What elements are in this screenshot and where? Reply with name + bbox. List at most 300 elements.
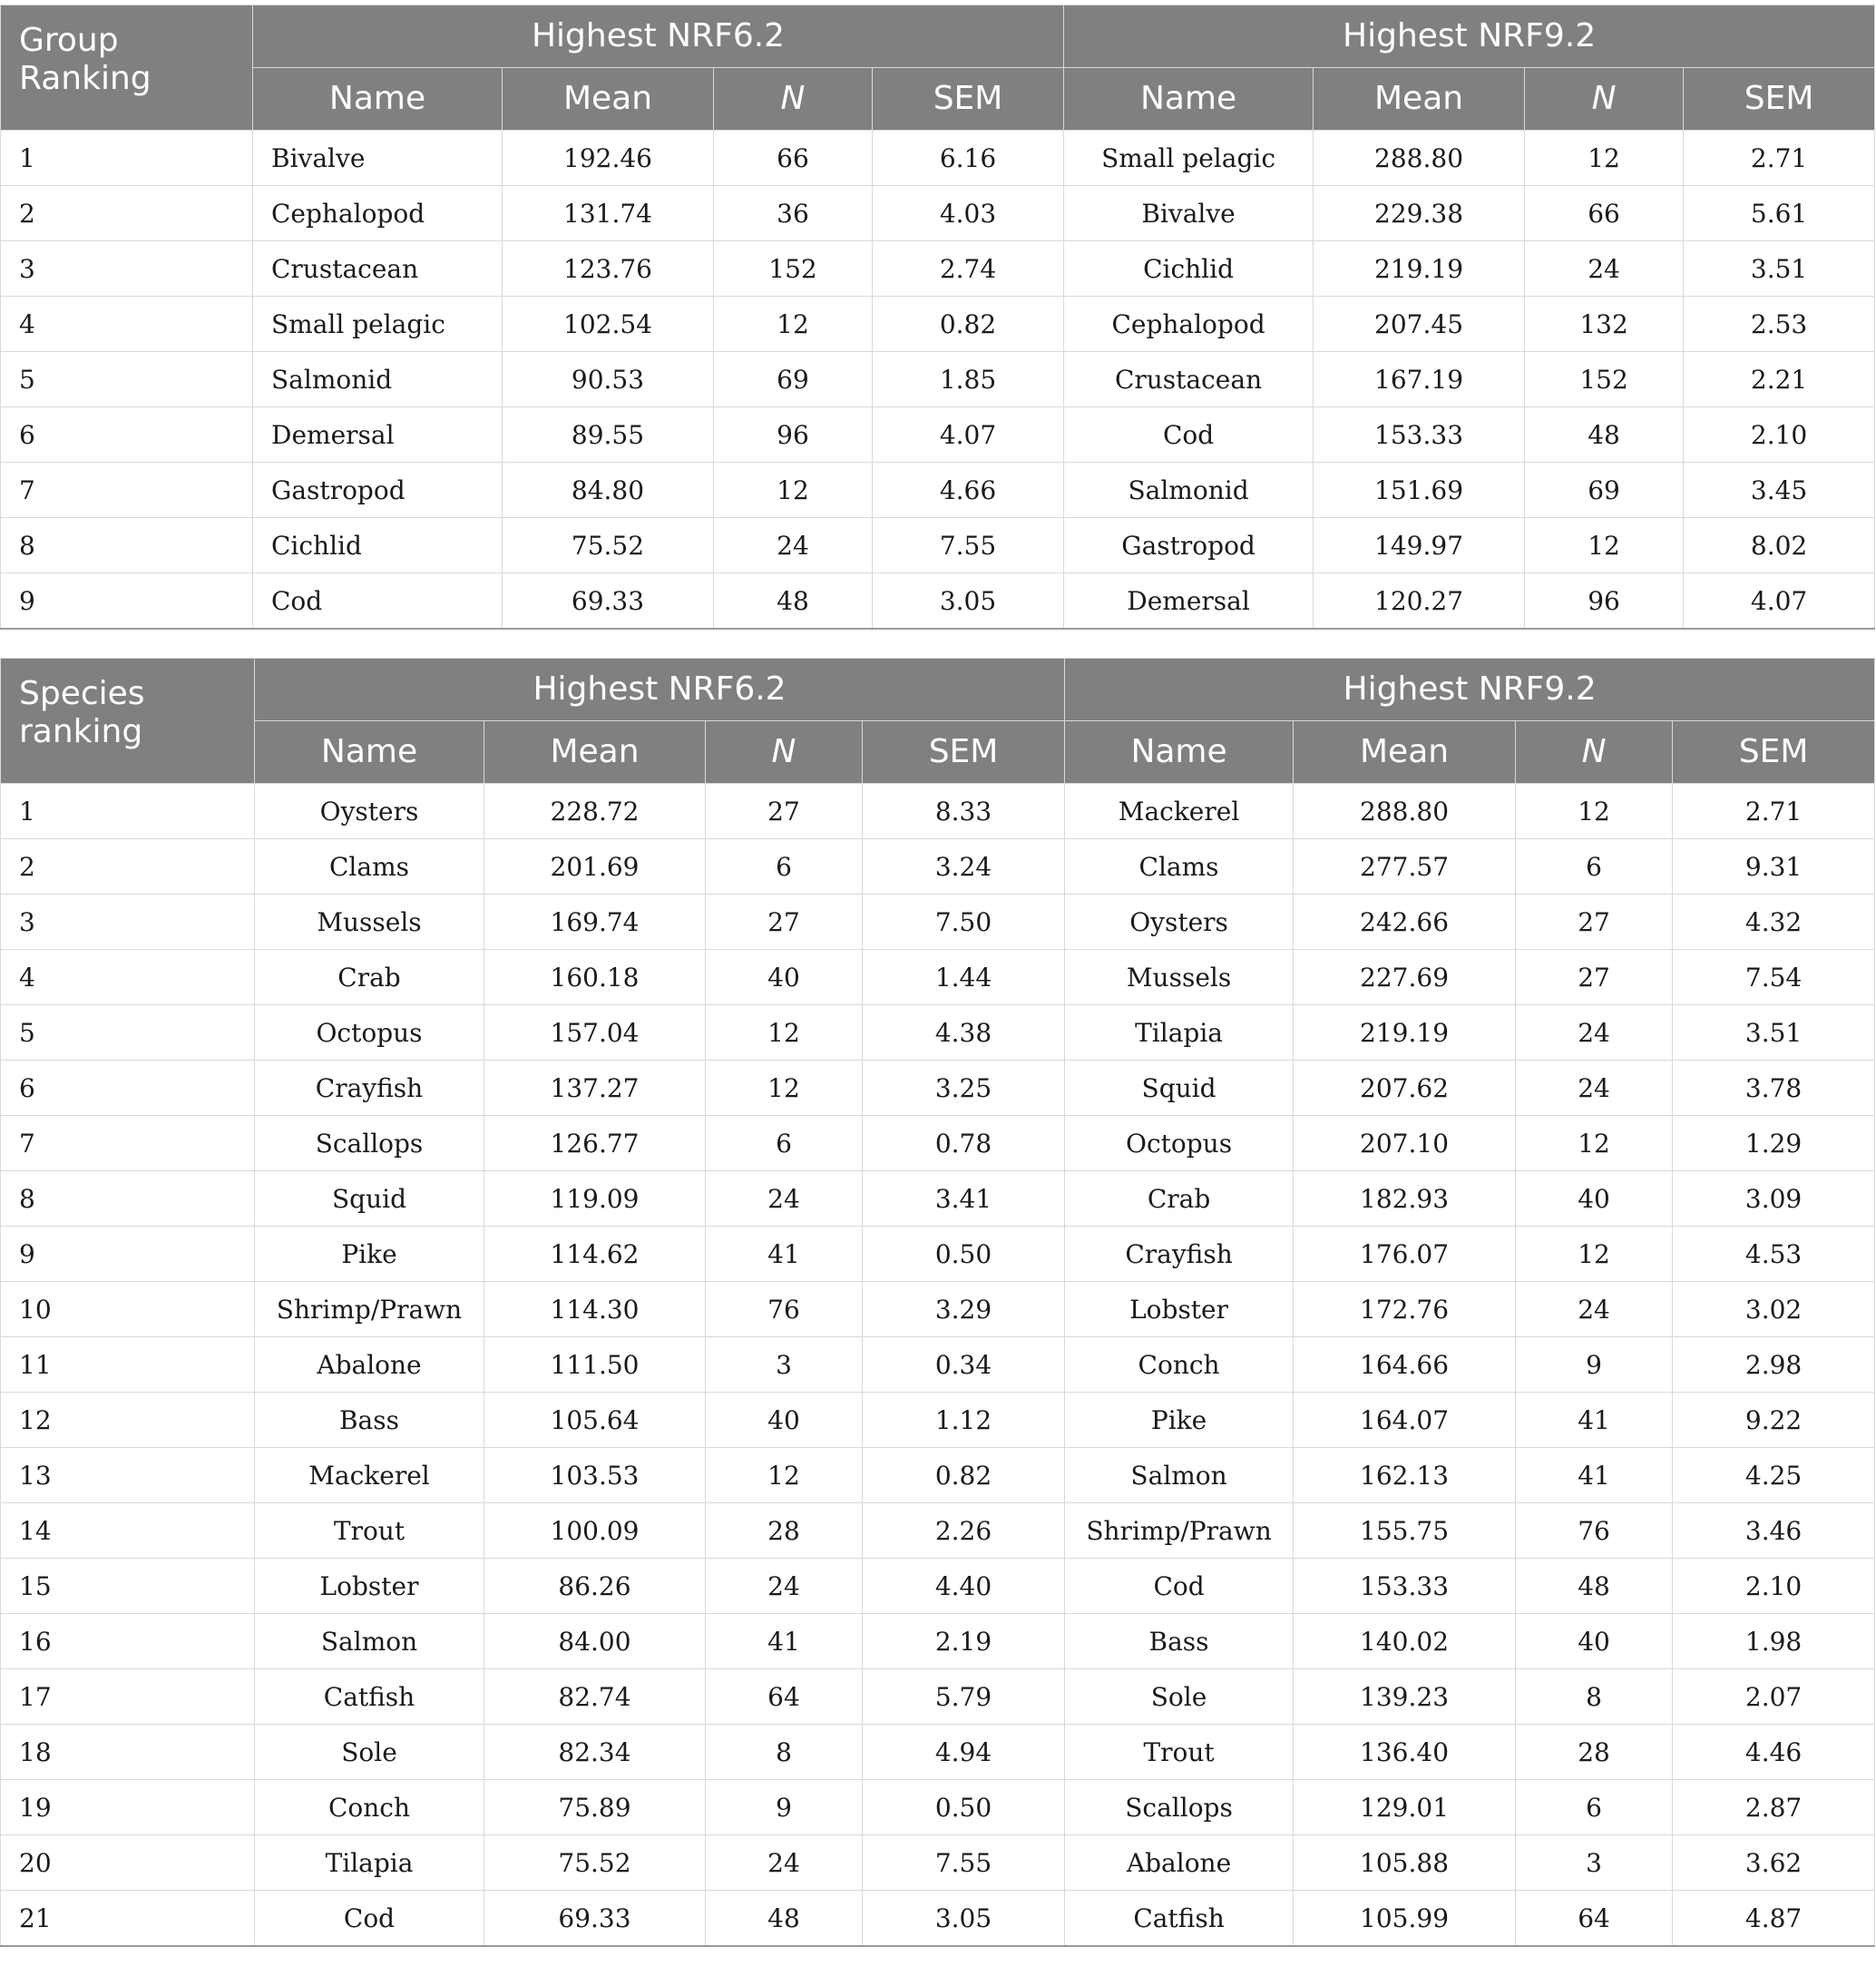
- nrf92-name-cell: Crab: [1065, 1171, 1294, 1227]
- nrf92-mean-cell: 136.40: [1294, 1725, 1516, 1780]
- nrf62-mean-cell: 201.69: [484, 839, 706, 895]
- nrf62-sem-cell: 4.03: [873, 186, 1064, 241]
- nrf62-n-cell: 40: [706, 950, 863, 1005]
- col-sem: SEM: [1673, 721, 1875, 784]
- nrf92-mean-cell: 172.76: [1294, 1282, 1516, 1337]
- nrf62-sem-cell: 3.24: [863, 839, 1065, 895]
- nrf62-mean-cell: 90.53: [503, 352, 714, 407]
- nrf62-name-cell: Trout: [255, 1503, 484, 1559]
- nrf92-mean-cell: 120.27: [1314, 573, 1525, 630]
- nrf92-name-cell: Pike: [1065, 1393, 1294, 1448]
- nrf92-sem-cell: 2.87: [1673, 1780, 1875, 1835]
- rank-cell: 1: [1, 784, 255, 839]
- nrf62-name-cell: Cod: [255, 1891, 484, 1947]
- nrf62-name-cell: Pike: [255, 1227, 484, 1282]
- rank-cell: 14: [1, 1503, 255, 1559]
- rank-cell: 20: [1, 1835, 255, 1891]
- nrf92-name-cell: Small pelagic: [1064, 131, 1314, 186]
- nrf92-name-cell: Abalone: [1065, 1835, 1294, 1891]
- rank-cell: 2: [1, 839, 255, 895]
- nrf62-sem-cell: 4.38: [863, 1005, 1065, 1061]
- rank-cell: 18: [1, 1725, 255, 1780]
- nrf62-name-cell: Abalone: [255, 1337, 484, 1393]
- nrf62-n-cell: 12: [706, 1448, 863, 1503]
- table-row: [1, 1393, 1875, 1448]
- nrf92-name-cell: Demersal: [1064, 573, 1314, 630]
- nrf92-sem-cell: 3.51: [1684, 241, 1875, 297]
- nrf62-name-cell: Bass: [255, 1393, 484, 1448]
- nrf62-n-cell: 66: [714, 131, 873, 186]
- nrf92-n-cell: 152: [1525, 352, 1684, 407]
- nrf62-mean-cell: 114.30: [484, 1282, 706, 1337]
- table-row: [1, 839, 1875, 895]
- nrf92-name-cell: Shrimp/Prawn: [1065, 1503, 1294, 1559]
- nrf92-sem-cell: 4.87: [1673, 1891, 1875, 1947]
- nrf62-sem-cell: 0.82: [873, 297, 1064, 352]
- nrf62-name-cell: Oysters: [255, 784, 484, 839]
- nrf62-name-cell: Cichlid: [253, 518, 503, 573]
- table-row: [1, 1559, 1875, 1614]
- nrf62-mean-cell: 84.00: [484, 1614, 706, 1669]
- rank-cell: 16: [1, 1614, 255, 1669]
- nrf92-mean-cell: 139.23: [1294, 1669, 1516, 1725]
- nrf92-sem-cell: 3.62: [1673, 1835, 1875, 1891]
- nrf92-name-cell: Cephalopod: [1064, 297, 1314, 352]
- nrf62-n-cell: 28: [706, 1503, 863, 1559]
- nrf62-sem-cell: 1.85: [873, 352, 1064, 407]
- table-row: [1, 1171, 1875, 1227]
- nrf62-n-cell: 12: [714, 297, 873, 352]
- nrf62-name-cell: Crayfish: [255, 1061, 484, 1116]
- group-section-nrf62: Highest NRF6.2: [253, 5, 1064, 68]
- nrf92-n-cell: 12: [1516, 784, 1673, 839]
- nrf92-sem-cell: 2.10: [1684, 407, 1875, 463]
- table-row: [1, 1005, 1875, 1061]
- table-row: [1, 895, 1875, 950]
- nrf62-mean-cell: 126.77: [484, 1116, 706, 1171]
- nrf92-mean-cell: 105.99: [1294, 1891, 1516, 1947]
- nrf92-sem-cell: 9.22: [1673, 1393, 1875, 1448]
- nrf92-mean-cell: 207.45: [1314, 297, 1525, 352]
- nrf62-sem-cell: 7.50: [863, 895, 1065, 950]
- table-row: [1, 1669, 1875, 1725]
- nrf62-n-cell: 12: [706, 1061, 863, 1116]
- table-row: [1, 1061, 1875, 1116]
- nrf62-sem-cell: 4.66: [873, 463, 1064, 518]
- nrf62-n-cell: 76: [706, 1282, 863, 1337]
- rank-cell: 5: [1, 352, 253, 407]
- rank-cell: 5: [1, 1005, 255, 1061]
- rank-cell: 7: [1, 1116, 255, 1171]
- nrf62-mean-cell: 103.53: [484, 1448, 706, 1503]
- rank-cell: 21: [1, 1891, 255, 1947]
- nrf92-mean-cell: 207.10: [1294, 1116, 1516, 1171]
- nrf92-sem-cell: 3.46: [1673, 1503, 1875, 1559]
- table-row: [1, 352, 1875, 407]
- table-row: [1, 186, 1875, 241]
- nrf92-mean-cell: 105.88: [1294, 1835, 1516, 1891]
- rank-cell: 9: [1, 573, 253, 630]
- nrf62-mean-cell: 114.62: [484, 1227, 706, 1282]
- nrf62-sem-cell: 5.79: [863, 1669, 1065, 1725]
- table-row: [1, 1227, 1875, 1282]
- nrf92-sem-cell: 3.51: [1673, 1005, 1875, 1061]
- nrf92-mean-cell: 288.80: [1294, 784, 1516, 839]
- nrf62-mean-cell: 84.80: [503, 463, 714, 518]
- nrf62-n-cell: 24: [714, 518, 873, 573]
- table-row: [1, 1835, 1875, 1891]
- rank-cell: 11: [1, 1337, 255, 1393]
- group-ranking-table: [0, 5, 1875, 630]
- nrf92-mean-cell: 149.97: [1314, 518, 1525, 573]
- nrf92-mean-cell: 167.19: [1314, 352, 1525, 407]
- nrf92-sem-cell: 4.25: [1673, 1448, 1875, 1503]
- nrf62-n-cell: 12: [714, 463, 873, 518]
- rank-cell: 4: [1, 950, 255, 1005]
- nrf62-sem-cell: 3.05: [863, 1891, 1065, 1947]
- nrf92-mean-cell: 219.19: [1294, 1005, 1516, 1061]
- nrf62-sem-cell: 4.40: [863, 1559, 1065, 1614]
- nrf62-mean-cell: 69.33: [503, 573, 714, 630]
- rank-cell: 2: [1, 186, 253, 241]
- col-sem: SEM: [863, 721, 1065, 784]
- nrf62-name-cell: Small pelagic: [253, 297, 503, 352]
- nrf62-sem-cell: 6.16: [873, 131, 1064, 186]
- nrf62-sem-cell: 2.19: [863, 1614, 1065, 1669]
- table-row: [1, 950, 1875, 1005]
- nrf92-n-cell: 132: [1525, 297, 1684, 352]
- rank-cell: 15: [1, 1559, 255, 1614]
- table-row: [1, 1614, 1875, 1669]
- nrf62-n-cell: 40: [706, 1393, 863, 1448]
- nrf62-n-cell: 6: [706, 1116, 863, 1171]
- nrf92-sem-cell: 4.46: [1673, 1725, 1875, 1780]
- table-row: [1, 1116, 1875, 1171]
- nrf92-name-cell: Lobster: [1065, 1282, 1294, 1337]
- nrf62-sem-cell: 7.55: [873, 518, 1064, 573]
- nrf92-mean-cell: 129.01: [1294, 1780, 1516, 1835]
- nrf92-n-cell: 6: [1516, 1780, 1673, 1835]
- nrf62-mean-cell: 169.74: [484, 895, 706, 950]
- nrf92-mean-cell: 242.66: [1294, 895, 1516, 950]
- nrf92-sem-cell: 2.71: [1684, 131, 1875, 186]
- nrf92-name-cell: Oysters: [1065, 895, 1294, 950]
- nrf62-n-cell: 9: [706, 1780, 863, 1835]
- nrf62-sem-cell: 1.12: [863, 1393, 1065, 1448]
- nrf92-name-cell: Tilapia: [1065, 1005, 1294, 1061]
- nrf92-mean-cell: 164.07: [1294, 1393, 1516, 1448]
- table-row: [1, 463, 1875, 518]
- nrf92-sem-cell: 2.10: [1673, 1559, 1875, 1614]
- nrf92-mean-cell: 277.57: [1294, 839, 1516, 895]
- nrf62-sem-cell: 1.44: [863, 950, 1065, 1005]
- col-name: Name: [1064, 68, 1314, 131]
- nrf92-mean-cell: 155.75: [1294, 1503, 1516, 1559]
- species-table-body: [1, 784, 1875, 1947]
- nrf62-n-cell: 36: [714, 186, 873, 241]
- nrf62-n-cell: 12: [706, 1005, 863, 1061]
- nrf62-sem-cell: 4.94: [863, 1725, 1065, 1780]
- rank-cell: 7: [1, 463, 253, 518]
- nrf92-name-cell: Salmonid: [1064, 463, 1314, 518]
- table-row: [1, 297, 1875, 352]
- nrf62-mean-cell: 192.46: [503, 131, 714, 186]
- nrf92-n-cell: 28: [1516, 1725, 1673, 1780]
- nrf62-name-cell: Salmon: [255, 1614, 484, 1669]
- nrf62-name-cell: Octopus: [255, 1005, 484, 1061]
- nrf92-sem-cell: 2.71: [1673, 784, 1875, 839]
- nrf62-sem-cell: 0.82: [863, 1448, 1065, 1503]
- nrf62-name-cell: Sole: [255, 1725, 484, 1780]
- group-table-body: [1, 131, 1875, 630]
- nrf62-mean-cell: 82.34: [484, 1725, 706, 1780]
- rank-cell: 1: [1, 131, 253, 186]
- nrf92-name-cell: Catfish: [1065, 1891, 1294, 1947]
- nrf62-sem-cell: 0.78: [863, 1116, 1065, 1171]
- nrf62-mean-cell: 82.74: [484, 1669, 706, 1725]
- nrf62-mean-cell: 86.26: [484, 1559, 706, 1614]
- nrf62-n-cell: 27: [706, 895, 863, 950]
- nrf92-name-cell: Cod: [1064, 407, 1314, 463]
- col-mean: Mean: [1314, 68, 1525, 131]
- nrf92-name-cell: Cod: [1065, 1559, 1294, 1614]
- nrf62-name-cell: Gastropod: [253, 463, 503, 518]
- rank-cell: 13: [1, 1448, 255, 1503]
- table-row: [1, 1448, 1875, 1503]
- nrf62-mean-cell: 105.64: [484, 1393, 706, 1448]
- col-n: N: [1516, 721, 1673, 784]
- rank-cell: 6: [1, 407, 253, 463]
- rank-cell: 10: [1, 1282, 255, 1337]
- nrf92-name-cell: Crayfish: [1065, 1227, 1294, 1282]
- col-name: Name: [255, 721, 484, 784]
- nrf62-name-cell: Clams: [255, 839, 484, 895]
- nrf92-name-cell: Squid: [1065, 1061, 1294, 1116]
- nrf92-sem-cell: 2.98: [1673, 1337, 1875, 1393]
- nrf92-sem-cell: 5.61: [1684, 186, 1875, 241]
- nrf62-sem-cell: 3.05: [873, 573, 1064, 630]
- col-mean: Mean: [1294, 721, 1516, 784]
- nrf62-sem-cell: 0.50: [863, 1227, 1065, 1282]
- nrf92-name-cell: Mussels: [1065, 950, 1294, 1005]
- nrf62-mean-cell: 131.74: [503, 186, 714, 241]
- nrf92-n-cell: 24: [1525, 241, 1684, 297]
- nrf92-sem-cell: 4.53: [1673, 1227, 1875, 1282]
- nrf62-name-cell: Salmonid: [253, 352, 503, 407]
- nrf92-name-cell: Gastropod: [1064, 518, 1314, 573]
- nrf92-name-cell: Sole: [1065, 1669, 1294, 1725]
- nrf92-n-cell: 40: [1516, 1171, 1673, 1227]
- nrf92-mean-cell: 164.66: [1294, 1337, 1516, 1393]
- nrf62-mean-cell: 119.09: [484, 1171, 706, 1227]
- nrf92-n-cell: 8: [1516, 1669, 1673, 1725]
- nrf62-sem-cell: 2.74: [873, 241, 1064, 297]
- nrf92-name-cell: Octopus: [1065, 1116, 1294, 1171]
- nrf92-n-cell: 12: [1525, 518, 1684, 573]
- nrf62-name-cell: Demersal: [253, 407, 503, 463]
- species-section-nrf92: Highest NRF9.2: [1065, 659, 1875, 721]
- nrf62-sem-cell: 0.50: [863, 1780, 1065, 1835]
- nrf92-mean-cell: 227.69: [1294, 950, 1516, 1005]
- nrf62-mean-cell: 69.33: [484, 1891, 706, 1947]
- table-row: [1, 1725, 1875, 1780]
- nrf92-mean-cell: 153.33: [1314, 407, 1525, 463]
- nrf62-mean-cell: 228.72: [484, 784, 706, 839]
- nrf92-sem-cell: 3.02: [1673, 1282, 1875, 1337]
- nrf92-sem-cell: 4.07: [1684, 573, 1875, 630]
- nrf62-name-cell: Bivalve: [253, 131, 503, 186]
- nrf92-n-cell: 6: [1516, 839, 1673, 895]
- col-n: N: [706, 721, 863, 784]
- nrf62-name-cell: Conch: [255, 1780, 484, 1835]
- table-row: [1, 1337, 1875, 1393]
- nrf92-n-cell: 41: [1516, 1393, 1673, 1448]
- col-sem: SEM: [1684, 68, 1875, 131]
- nrf62-name-cell: Squid: [255, 1171, 484, 1227]
- nrf62-n-cell: 24: [706, 1559, 863, 1614]
- nrf62-name-cell: Mackerel: [255, 1448, 484, 1503]
- nrf92-mean-cell: 151.69: [1314, 463, 1525, 518]
- nrf92-n-cell: 24: [1516, 1005, 1673, 1061]
- table-row: [1, 241, 1875, 297]
- nrf62-n-cell: 152: [714, 241, 873, 297]
- nrf62-name-cell: Tilapia: [255, 1835, 484, 1891]
- nrf92-name-cell: Mackerel: [1065, 784, 1294, 839]
- rank-cell: 19: [1, 1780, 255, 1835]
- nrf62-sem-cell: 4.07: [873, 407, 1064, 463]
- nrf92-name-cell: Trout: [1065, 1725, 1294, 1780]
- nrf62-mean-cell: 137.27: [484, 1061, 706, 1116]
- nrf62-name-cell: Cephalopod: [253, 186, 503, 241]
- nrf92-sem-cell: 2.21: [1684, 352, 1875, 407]
- rank-cell: 17: [1, 1669, 255, 1725]
- nrf62-mean-cell: 75.52: [503, 518, 714, 573]
- nrf62-name-cell: Crab: [255, 950, 484, 1005]
- nrf92-name-cell: Cichlid: [1064, 241, 1314, 297]
- nrf62-n-cell: 64: [706, 1669, 863, 1725]
- nrf62-n-cell: 96: [714, 407, 873, 463]
- nrf92-mean-cell: 162.13: [1294, 1448, 1516, 1503]
- nrf62-sem-cell: 3.29: [863, 1282, 1065, 1337]
- nrf62-sem-cell: 8.33: [863, 784, 1065, 839]
- nrf92-sem-cell: 4.32: [1673, 895, 1875, 950]
- group-section-nrf92: Highest NRF9.2: [1064, 5, 1875, 68]
- nrf92-n-cell: 76: [1516, 1503, 1673, 1559]
- nrf92-mean-cell: 219.19: [1314, 241, 1525, 297]
- nrf92-mean-cell: 176.07: [1294, 1227, 1516, 1282]
- nrf92-n-cell: 27: [1516, 895, 1673, 950]
- nrf92-mean-cell: 207.62: [1294, 1061, 1516, 1116]
- nrf92-n-cell: 41: [1516, 1448, 1673, 1503]
- nrf92-n-cell: 96: [1525, 573, 1684, 630]
- table-row: [1, 407, 1875, 463]
- species-ranking-table: [0, 658, 1875, 1947]
- nrf62-name-cell: Lobster: [255, 1559, 484, 1614]
- nrf92-mean-cell: 182.93: [1294, 1171, 1516, 1227]
- nrf62-name-cell: Cod: [253, 573, 503, 630]
- nrf62-sem-cell: 3.25: [863, 1061, 1065, 1116]
- table-row: [1, 1780, 1875, 1835]
- nrf62-mean-cell: 157.04: [484, 1005, 706, 1061]
- table-row: [1, 573, 1875, 630]
- table-row: [1, 1503, 1875, 1559]
- table-row: [1, 1891, 1875, 1947]
- nrf92-name-cell: Salmon: [1065, 1448, 1294, 1503]
- nrf92-n-cell: 12: [1516, 1116, 1673, 1171]
- nrf92-name-cell: Clams: [1065, 839, 1294, 895]
- nrf62-mean-cell: 123.76: [503, 241, 714, 297]
- rank-cell: 12: [1, 1393, 255, 1448]
- col-name: Name: [1065, 721, 1294, 784]
- nrf62-sem-cell: 3.41: [863, 1171, 1065, 1227]
- nrf62-name-cell: Crustacean: [253, 241, 503, 297]
- nrf92-sem-cell: 9.31: [1673, 839, 1875, 895]
- nrf62-n-cell: 69: [714, 352, 873, 407]
- nrf62-mean-cell: 111.50: [484, 1337, 706, 1393]
- nrf92-n-cell: 40: [1516, 1614, 1673, 1669]
- nrf92-sem-cell: 3.45: [1684, 463, 1875, 518]
- nrf92-name-cell: Conch: [1065, 1337, 1294, 1393]
- nrf62-name-cell: Scallops: [255, 1116, 484, 1171]
- nrf92-mean-cell: 153.33: [1294, 1559, 1516, 1614]
- nrf92-name-cell: Bass: [1065, 1614, 1294, 1669]
- nrf92-sem-cell: 3.09: [1673, 1171, 1875, 1227]
- rank-cell: 4: [1, 297, 253, 352]
- nrf92-sem-cell: 2.53: [1684, 297, 1875, 352]
- col-n: N: [1525, 68, 1684, 131]
- nrf92-n-cell: 9: [1516, 1337, 1673, 1393]
- rank-cell: 8: [1, 1171, 255, 1227]
- nrf92-sem-cell: 2.07: [1673, 1669, 1875, 1725]
- nrf62-n-cell: 41: [706, 1227, 863, 1282]
- nrf62-n-cell: 3: [706, 1337, 863, 1393]
- nrf92-n-cell: 66: [1525, 186, 1684, 241]
- nrf92-n-cell: 12: [1516, 1227, 1673, 1282]
- group-ranking-label: Group Ranking: [1, 5, 253, 131]
- nrf92-n-cell: 69: [1525, 463, 1684, 518]
- species-section-nrf62: Highest NRF6.2: [255, 659, 1065, 721]
- table-row: [1, 1282, 1875, 1337]
- nrf62-mean-cell: 89.55: [503, 407, 714, 463]
- nrf62-name-cell: Mussels: [255, 895, 484, 950]
- nrf92-n-cell: 3: [1516, 1835, 1673, 1891]
- nrf92-n-cell: 27: [1516, 950, 1673, 1005]
- nrf62-mean-cell: 100.09: [484, 1503, 706, 1559]
- nrf62-mean-cell: 75.52: [484, 1835, 706, 1891]
- nrf62-n-cell: 27: [706, 784, 863, 839]
- nrf62-n-cell: 24: [706, 1171, 863, 1227]
- nrf92-n-cell: 12: [1525, 131, 1684, 186]
- nrf62-n-cell: 48: [706, 1891, 863, 1947]
- rank-cell: 9: [1, 1227, 255, 1282]
- table-row: [1, 518, 1875, 573]
- nrf92-name-cell: Scallops: [1065, 1780, 1294, 1835]
- nrf62-n-cell: 41: [706, 1614, 863, 1669]
- species-ranking-label: Species ranking: [1, 659, 255, 784]
- nrf62-mean-cell: 75.89: [484, 1780, 706, 1835]
- nrf92-name-cell: Bivalve: [1064, 186, 1314, 241]
- col-name: Name: [253, 68, 503, 131]
- nrf92-n-cell: 24: [1516, 1282, 1673, 1337]
- nrf92-name-cell: Crustacean: [1064, 352, 1314, 407]
- col-mean: Mean: [484, 721, 706, 784]
- rank-cell: 3: [1, 895, 255, 950]
- table-row: [1, 784, 1875, 839]
- nrf92-n-cell: 48: [1525, 407, 1684, 463]
- nrf62-sem-cell: 7.55: [863, 1835, 1065, 1891]
- col-n: N: [714, 68, 873, 131]
- table-row: [1, 131, 1875, 186]
